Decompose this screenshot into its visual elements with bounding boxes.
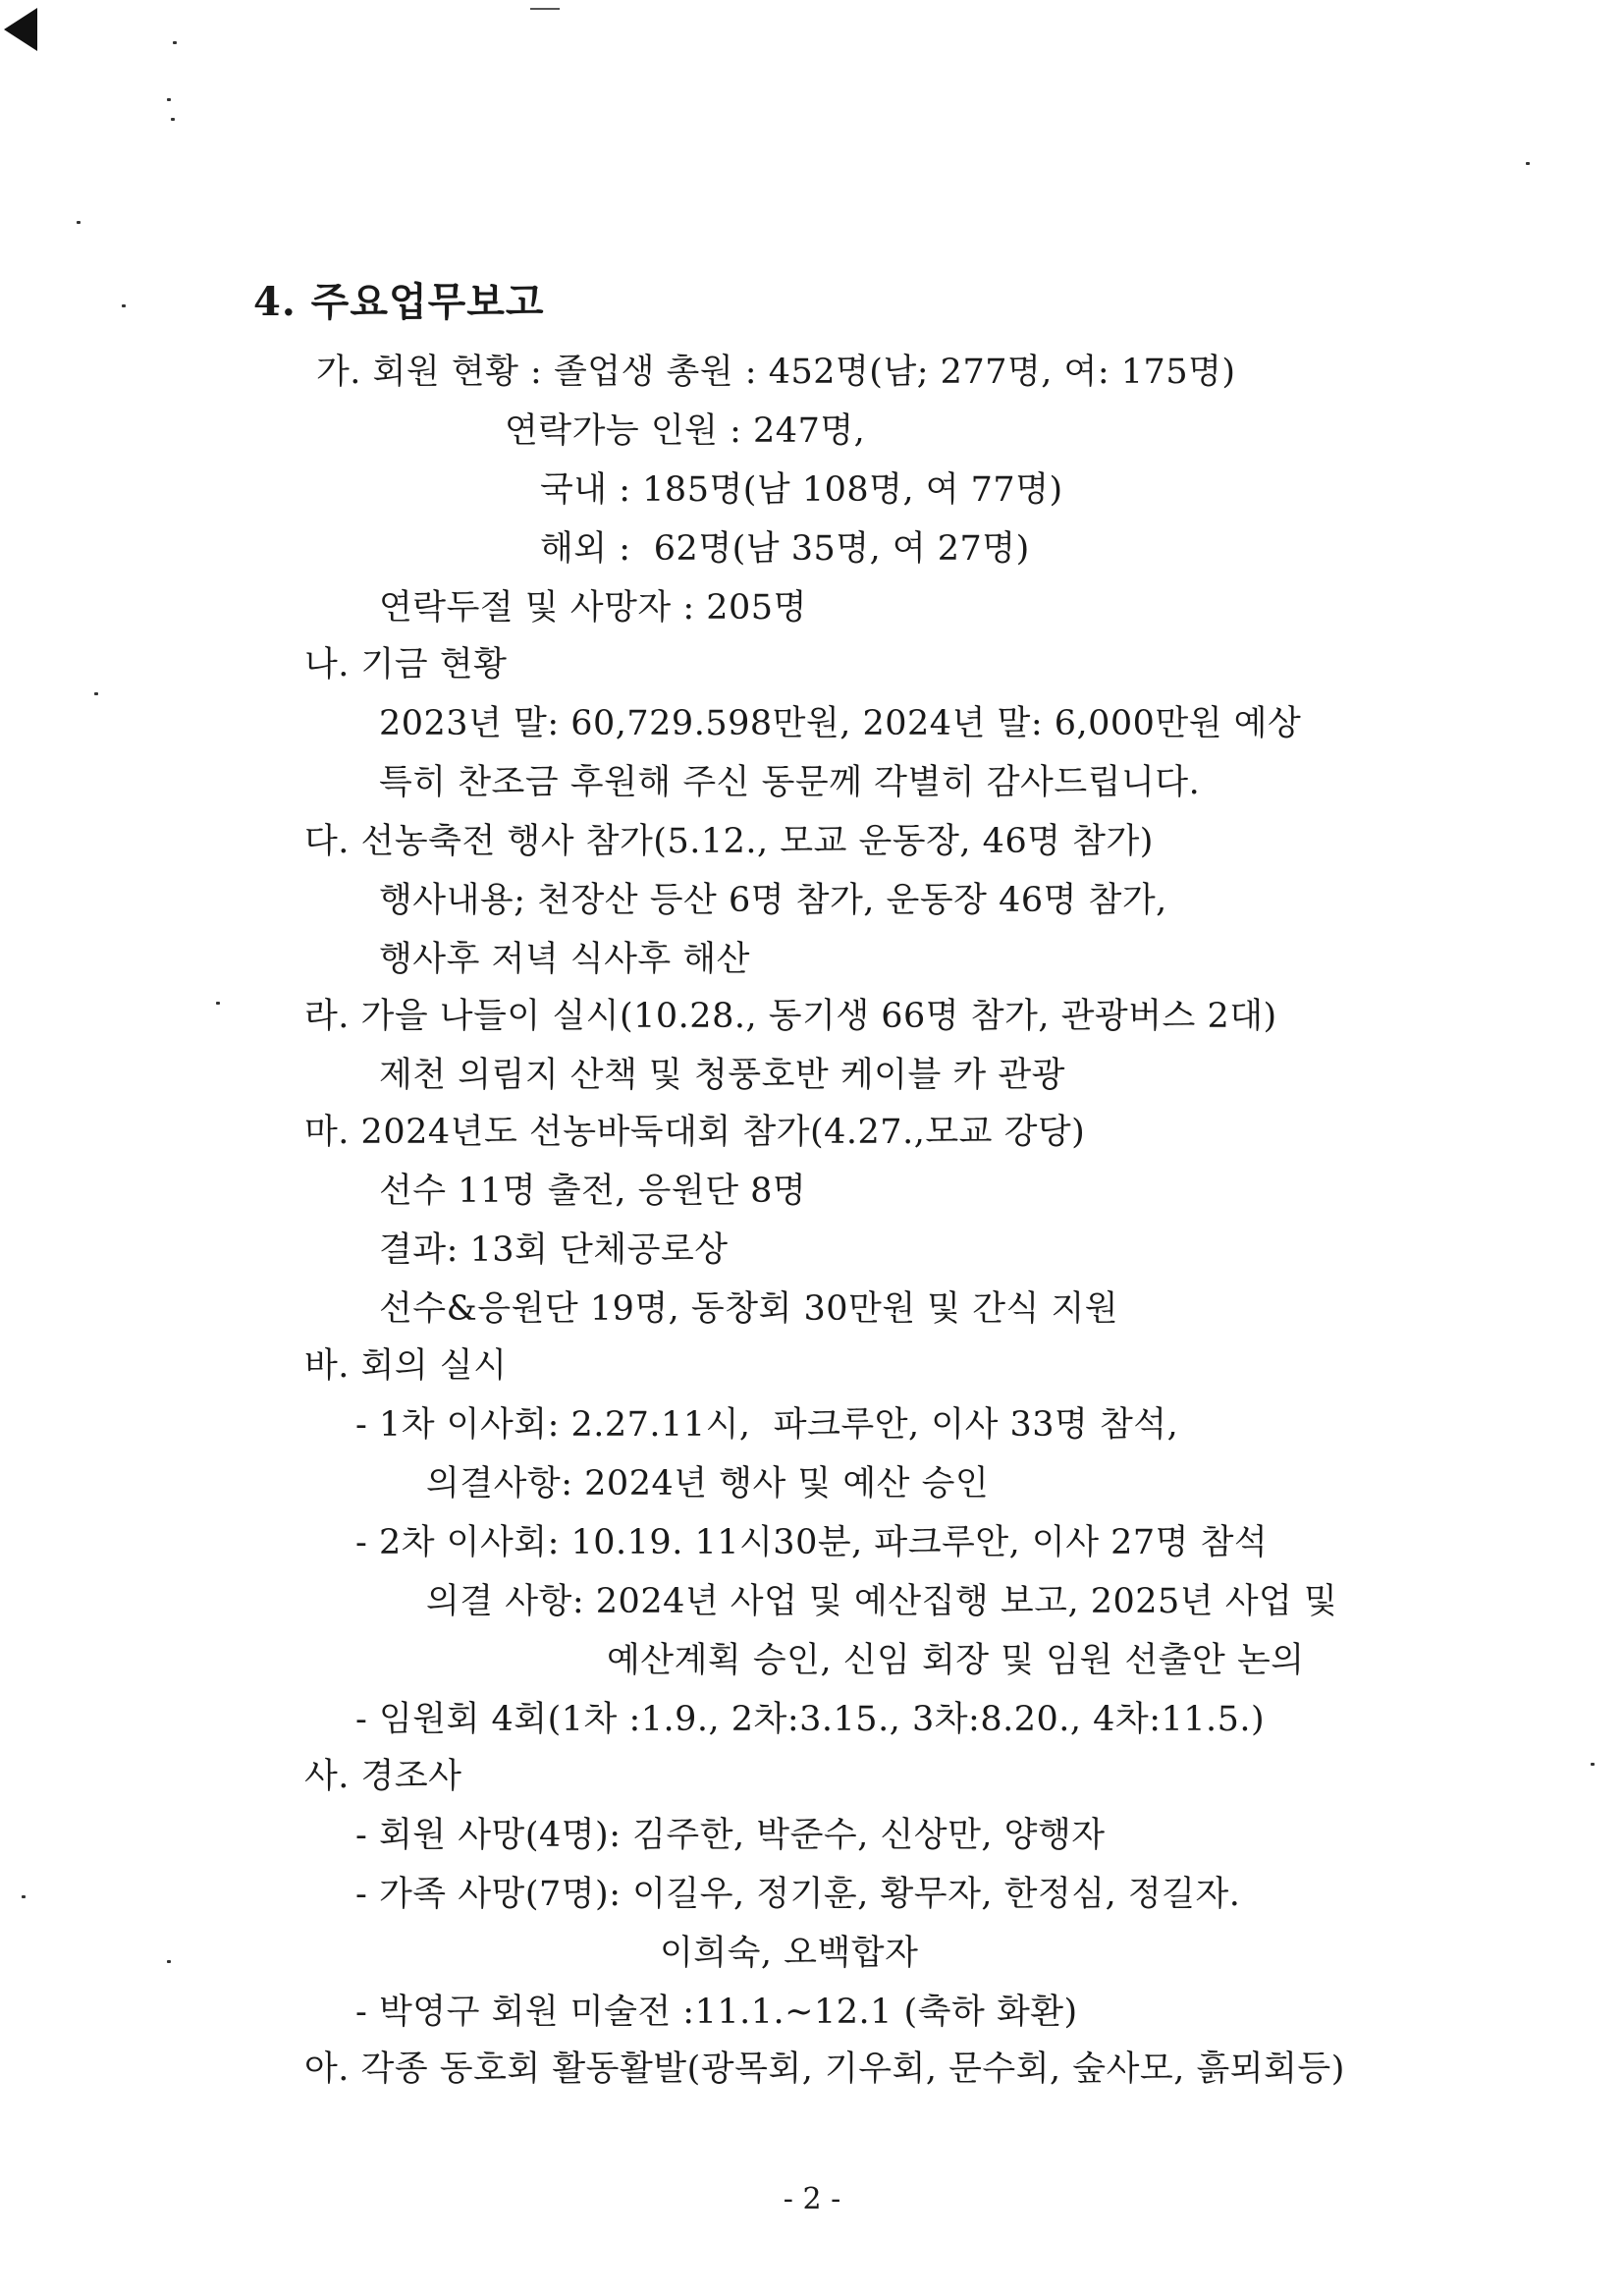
scan-speck [167,1960,171,1963]
family-deaths: - 가족 사망(7명): 이길우, 정기훈, 황무자, 한정심, 정길자. [355,1875,1241,1914]
baduk-players: 선수 11명 출전, 응원단 8명 [379,1172,807,1211]
baduk-support: 선수&응원단 19명, 동창회 30만원 및 간식 지원 [379,1289,1119,1329]
scan-speck [94,692,98,695]
membership-overseas: 해외 : 62명(남 35명, 여 27명) [540,529,1030,569]
family-deaths-cont: 이희숙, 오백합자 [660,1934,919,1973]
item-da-festival: 다. 선농축전 행사 참가(5.12., 모교 운동장, 46명 참가) [304,822,1154,861]
meeting-executive: - 임원회 4회(1차 :1.9., 2차:3.15., 3차:8.20., 4차:11.5.) [355,1700,1266,1739]
festival-details: 행사내용; 천장산 등산 6명 참가, 운동장 46명 참가, [379,881,1167,920]
scan-speck [1591,1763,1595,1766]
fund-thanks: 특히 찬조금 후원해 주신 동문께 각별히 감사드립니다. [379,763,1201,802]
member-deaths: - 회원 사망(4명): 김주한, 박준수, 신상만, 양행자 [355,1816,1106,1855]
scan-speck [1526,162,1530,165]
art-exhibition: - 박영구 회원 미술전 :11.1.~12.1 (축하 화환) [355,1993,1078,2032]
item-sa-events: 사. 경조사 [304,1757,462,1796]
festival-after: 행사후 저녁 식사후 해산 [379,940,750,979]
scan-speck [22,1895,26,1898]
item-ma-baduk: 마. 2024년도 선농바둑대회 참가(4.27.,모교 강당) [304,1113,1086,1152]
scan-speck [173,41,177,44]
scan-speck [167,98,171,101]
item-a-clubs: 아. 각종 동호회 활동활발(광목회, 기우회, 문수회, 숲사모, 흙뫼회등) [304,2050,1345,2089]
scan-speck [171,118,175,121]
membership-contactable: 연락가능 인원 : 247명, [505,411,866,451]
fund-balance: 2023년 말: 60,729.598만원, 2024년 말: 6,000만원 예상 [379,704,1302,743]
meeting-board-2-resolution: 의결 사항: 2024년 사업 및 예산집행 보고, 2025년 사업 및 [426,1582,1338,1621]
scan-mark [530,8,560,10]
outing-details: 제천 의림지 산책 및 청풍호반 케이블 카 관광 [379,1056,1065,1095]
meeting-board-1: - 1차 이사회: 2.27.11시, 파크루안, 이사 33명 참석, [355,1405,1179,1445]
item-ga-membership: 가. 회원 현황 : 졸업생 총원 : 452명(남; 277명, 여: 175명) [316,353,1236,392]
membership-domestic: 국내 : 185명(남 108명, 여 77명) [540,470,1063,510]
scan-speck [216,1002,220,1005]
meeting-board-1-resolution: 의결사항: 2024년 행사 및 예산 승인 [426,1464,990,1503]
meeting-board-2-resolution-cont: 예산계획 승인, 신임 회장 및 임원 선출안 논의 [607,1641,1305,1680]
item-ra-outing: 라. 가을 나들이 실시(10.28., 동기생 66명 참가, 관광버스 2대) [304,997,1277,1036]
item-na-fund: 나. 기금 현황 [304,645,508,684]
item-ba-meetings: 바. 회의 실시 [304,1346,508,1386]
scan-speck [77,221,81,224]
scan-speck [122,304,126,307]
page-number: - 2 - [783,2182,841,2216]
baduk-result: 결과: 13회 단체공로상 [379,1230,729,1270]
section-title: 4. 주요업무보고 [253,279,545,325]
membership-lost-deceased: 연락두절 및 사망자 : 205명 [379,588,807,628]
meeting-board-2: - 2차 이사회: 10.19. 11시30분, 파크루안, 이사 27명 참석 [355,1523,1269,1562]
scan-corner-mark [4,8,37,51]
